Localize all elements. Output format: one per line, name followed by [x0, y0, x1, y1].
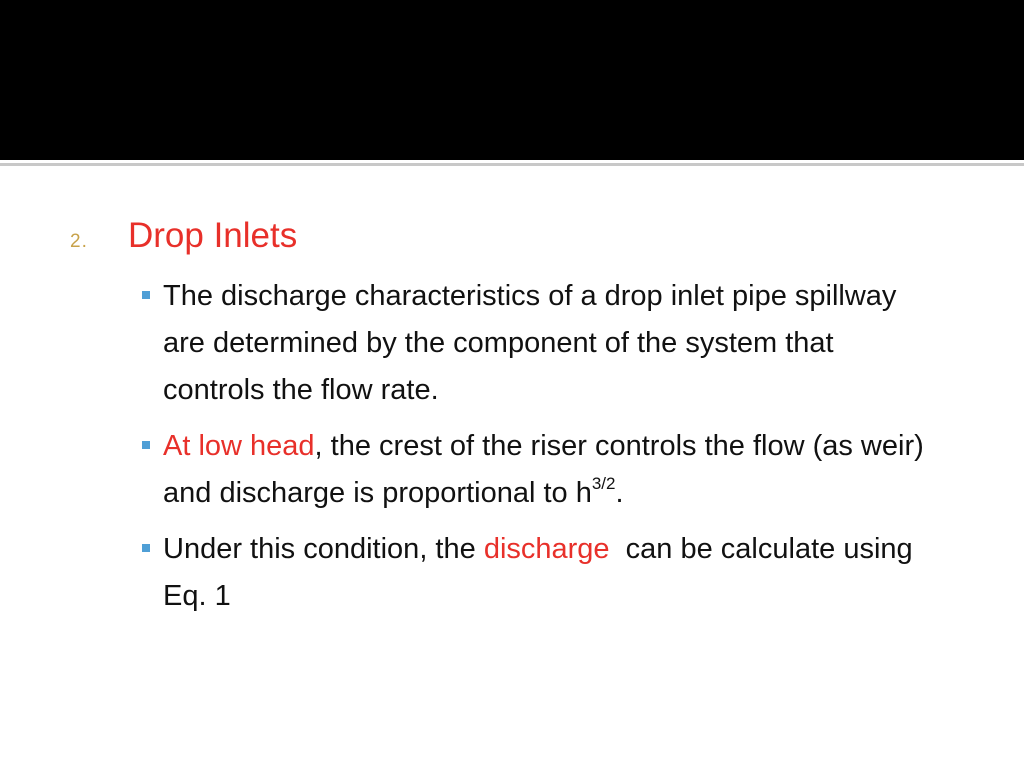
bullet-text: Under this condition, the — [163, 533, 484, 565]
bullet-item — [140, 273, 933, 414]
highlight-text: At low head — [163, 430, 315, 462]
square-bullet-icon — [142, 544, 150, 552]
square-bullet-icon — [142, 291, 150, 299]
bullet-item — [140, 526, 933, 620]
section-title: Drop Inlets — [128, 216, 298, 255]
bullet-list — [70, 273, 990, 620]
title-band — [0, 0, 1024, 160]
section-heading — [70, 214, 990, 266]
bullet-text: can be calculate using Eq. 1 — [163, 533, 921, 612]
band-divider — [0, 163, 1024, 166]
bullet-text: , the crest of the riser controls the flow (as weir) and discharge is proportional to h — [163, 430, 924, 509]
section-number: 2. — [70, 231, 88, 252]
bullet-text: The discharge characteristics of a drop inlet pipe spillway are determined by the component of the system that controls the flow rate. — [163, 280, 897, 406]
bullet-item — [140, 423, 933, 517]
highlight-text: discharge — [483, 533, 610, 565]
bullet-text-end: . — [615, 477, 624, 509]
square-bullet-icon — [142, 441, 150, 449]
exponent: 3/2 — [591, 474, 616, 494]
slide-content — [70, 214, 990, 629]
